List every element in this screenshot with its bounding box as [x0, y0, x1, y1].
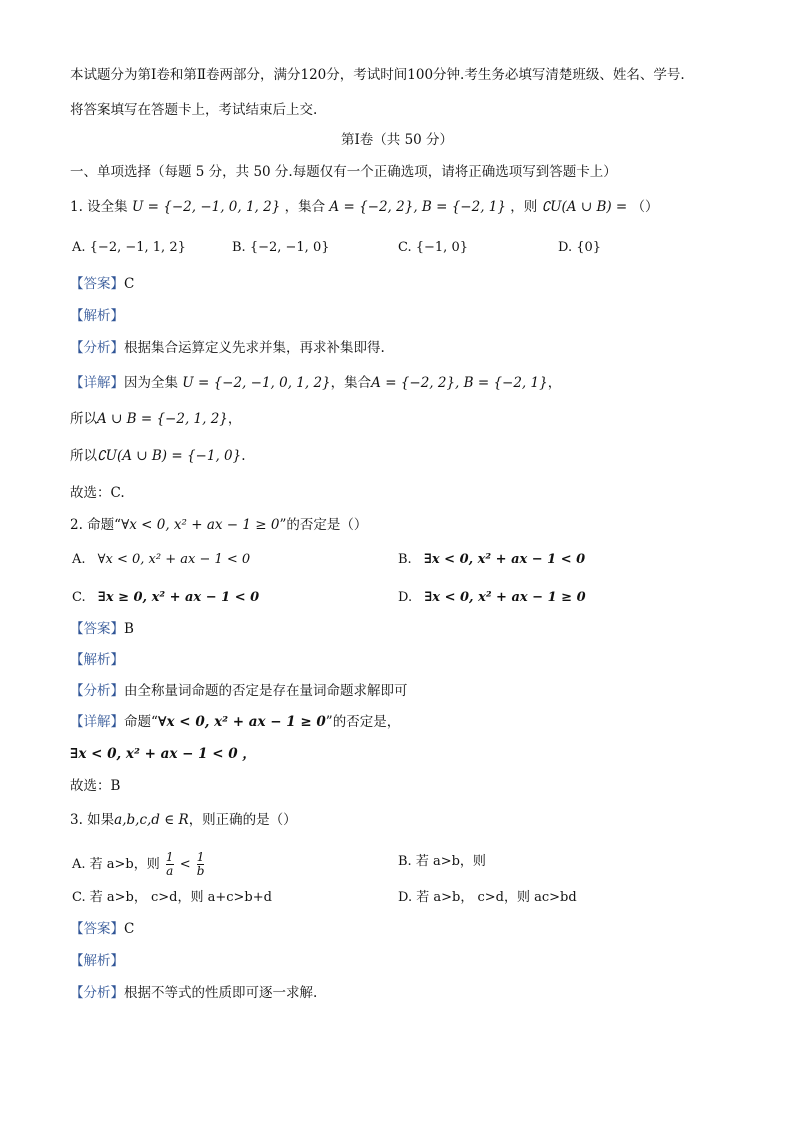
- q3-answer: [70, 920, 134, 938]
- q2-option-a-label: A.: [72, 552, 86, 567]
- q1-fenxi: [70, 339, 385, 357]
- q2-stem-text: 2. 命题“: [70, 517, 122, 533]
- q2-option-c: [72, 589, 259, 607]
- q1-stem: [70, 198, 659, 216]
- q2-detail-1c: ”的否定是，: [325, 714, 401, 730]
- q3-option-a: [72, 851, 206, 878]
- q1-detail-1b: U = {−2, −1, 0, 1, 2}: [182, 375, 331, 391]
- q2-detail-1b: ∀x < 0, x² + ax − 1 ≥ 0: [157, 714, 326, 730]
- q1-detail-2c: ，: [227, 411, 242, 427]
- q2-option-b-label: B.: [398, 552, 412, 567]
- frac-denominator: a: [166, 864, 174, 878]
- q1-option-a: A. {−2, −1, 1, 2}: [72, 240, 186, 255]
- q1-detail-2b: A ∪ B = {−2, 1, 2}: [97, 411, 228, 427]
- q1-detail-1c: ，集合: [330, 375, 372, 391]
- q2-analysis-label: [70, 651, 124, 669]
- q3-vars: a,b,c,d ∈ R: [114, 812, 189, 828]
- q3-option-b: [398, 853, 486, 871]
- q1-detail-3a: 所以: [70, 448, 97, 464]
- q1-detail-1: [70, 374, 561, 392]
- q1-stem-text-3: ，则: [510, 199, 538, 215]
- answer-label: 【答案】: [70, 276, 124, 292]
- q2-option-b: [398, 551, 585, 569]
- frac-denominator: b: [196, 864, 205, 878]
- q1-sets: A = {−2, 2}, B = {−2, 1}: [329, 199, 506, 215]
- part-heading: 一、单项选择（每题 5 分，共 50 分.每题仅有一个正确选项，请将正确选项写到答题卡上）: [70, 164, 617, 180]
- analysis-label: 【解析】: [70, 953, 124, 969]
- q1-detail-1e: ，: [547, 375, 562, 391]
- q1-option-b: B. {−2, −1, 0}: [232, 240, 330, 255]
- analysis-label: 【解析】: [70, 652, 124, 668]
- q2-option-d-label: D.: [398, 590, 413, 605]
- q2-option-a-expr: ∀x < 0, x² + ax − 1 < 0: [97, 552, 251, 567]
- q2-stem: [70, 516, 367, 534]
- q3-analysis-label: [70, 952, 124, 970]
- q3-option-b-text: B. 若 a>b，则: [398, 854, 486, 869]
- q1-option-c: C. {−1, 0}: [398, 240, 468, 255]
- q2-fenxi: [70, 682, 408, 700]
- q2-option-a: [72, 551, 250, 569]
- q1-answer: [70, 275, 134, 293]
- fenxi-label: 【分析】: [70, 683, 124, 699]
- q3-fenxi-text: 根据不等式的性质即可逐一求解.: [124, 985, 318, 1001]
- q1-analysis-label: [70, 307, 124, 325]
- fenxi-label: 【分析】: [70, 340, 124, 356]
- q1-detail-1d: A = {−2, 2}, B = {−2, 1}: [371, 375, 548, 391]
- frac-numerator: 1: [165, 850, 174, 864]
- q3-fenxi: [70, 984, 317, 1002]
- q2-proposition: ∀x < 0, x² + ax − 1 ≥ 0: [121, 517, 280, 533]
- q2-option-c-expr: ∃x ≥ 0, x² + ax − 1 < 0: [97, 590, 260, 605]
- q2-fenxi-text: 由全称量词命题的否定是存在量词命题求解即可: [124, 683, 408, 699]
- q3-stem-text: 3. 如果: [70, 812, 115, 828]
- q1-fenxi-text: 根据集合运算定义先求并集，再求补集即得.: [124, 340, 385, 356]
- q1-detail-3: [70, 447, 246, 465]
- q2-conclusion: 故选：B: [70, 778, 121, 794]
- q3-answer-value: C: [124, 921, 135, 937]
- q1-detail-1a: 因为全集: [124, 375, 178, 391]
- q2-answer: [70, 620, 134, 638]
- xiangjie-label: 【详解】: [70, 714, 124, 730]
- q3-option-a-frac-2: [197, 851, 205, 878]
- q3-stem: [70, 811, 297, 829]
- analysis-label: 【解析】: [70, 308, 124, 324]
- q3-option-d: D. 若 a>b， c>d，则 ac>bd: [398, 890, 577, 905]
- q2-stem-text-2: ”的否定是（）: [279, 517, 368, 533]
- q3-stem-text-2: ，则正确的是（）: [188, 812, 297, 828]
- q2-detail-2: [70, 745, 256, 763]
- q1-option-d: D. {0}: [558, 240, 602, 255]
- q1-universal-set: U = {−2, −1, 0, 1, 2}: [131, 199, 281, 215]
- answer-label: 【答案】: [70, 621, 124, 637]
- q2-detail-1: [70, 713, 400, 731]
- intro-line-2: 将答案填写在答题卡上，考试结束后上交.: [70, 102, 318, 118]
- xiangjie-label: 【详解】: [70, 375, 124, 391]
- q3-option-a-lt: <: [179, 857, 191, 872]
- q1-stem-text-2: ，集合: [284, 199, 326, 215]
- q2-option-b-expr: ∃x < 0, x² + ax − 1 < 0: [423, 552, 586, 567]
- q2-option-d: [398, 589, 586, 607]
- q1-detail-3b: ∁U(A ∪ B) = {−1, 0}: [97, 448, 242, 464]
- q2-option-c-label: C.: [72, 590, 86, 605]
- q3-option-a-text: A. 若 a>b，则: [72, 857, 160, 872]
- q2-option-d-expr: ∃x < 0, x² + ax − 1 ≥ 0: [424, 590, 586, 605]
- q2-detail-1a: 命题“: [124, 714, 158, 730]
- q1-conclusion: 故选：C.: [70, 485, 125, 501]
- q3-option-a-frac-1: [166, 851, 174, 878]
- answer-label: 【答案】: [70, 921, 124, 937]
- fenxi-label: 【分析】: [70, 985, 124, 1001]
- q1-answer-value: C: [124, 276, 135, 292]
- q1-paren: （）: [631, 199, 659, 215]
- q1-detail-2a: 所以: [70, 411, 97, 427]
- q1-stem-text: 1. 设全集: [70, 199, 128, 215]
- q1-detail-3c: .: [241, 448, 246, 464]
- q1-complement-expr: ∁U(A ∪ B) =: [541, 199, 628, 215]
- frac-numerator: 1: [196, 850, 205, 864]
- q3-option-c: C. 若 a>b， c>d，则 a+c>b+d: [72, 890, 272, 905]
- section-title: 第Ⅰ卷（共 50 分）: [340, 132, 454, 148]
- q2-detail-2-expr: ∃x < 0, x² + ax − 1 < 0 ，: [70, 746, 256, 762]
- q2-answer-value: B: [124, 621, 134, 637]
- q1-detail-2: [70, 410, 241, 428]
- intro-line-1: 本试题分为第Ⅰ卷和第Ⅱ卷两部分，满分120分，考试时间100分钟.考生务必填写清楚班级、姓名、学号.: [70, 67, 685, 83]
